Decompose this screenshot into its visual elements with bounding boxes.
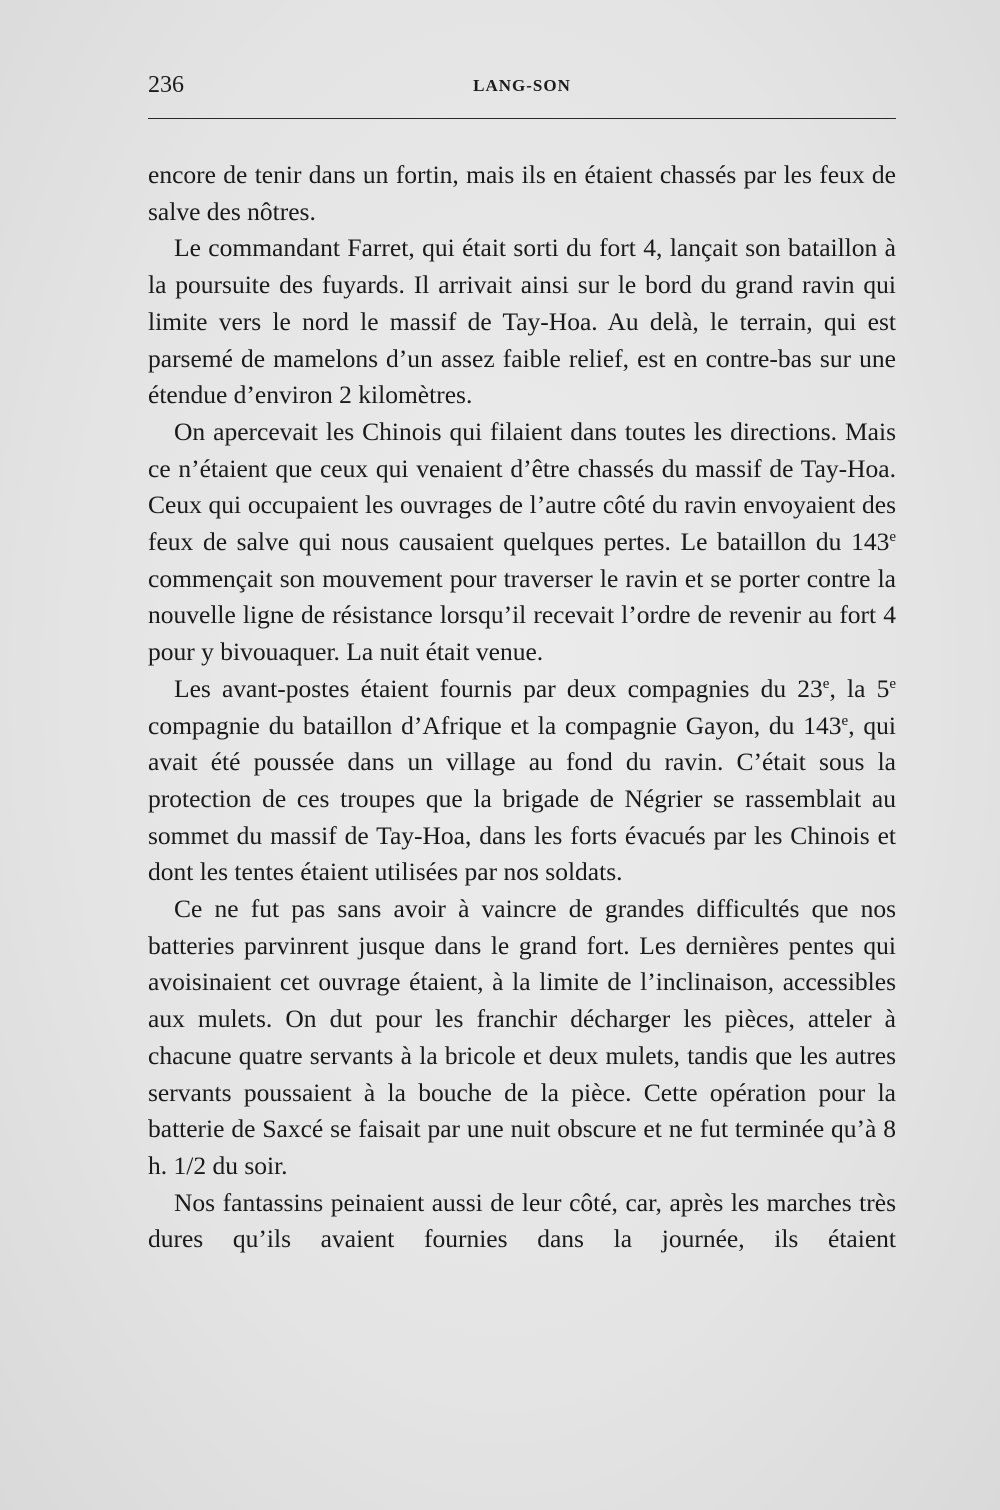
page-number: 236 — [148, 72, 184, 98]
superscript: e — [841, 712, 849, 729]
superscript: e — [889, 675, 896, 692]
paragraph: On apercevait les Chinois qui filaient dans toutes les directions. Mais ce n’étaient que ceux qui venaient d’être chassés du massif de Tay-Hoa. Ceux qui occupaient les ouvrages de l’autre côté du ravin envoyaient des feux de salve qui nous causaient quelques pertes. Le bataillon du 143e commençait son mouvement pour traverser le ravin et se porter contre la nouvelle ligne de résistance lorsqu’il recevait l’ordre de revenir au fort 4 pour y bivouaquer. La nuit était venue. — [148, 416, 896, 667]
paragraph: Ce ne fut pas sans avoir à vaincre de grandes difficultés que nos batteries parvinrent jusque dans le grand fort. Les dernières pentes qui avoisinaient cet ouvrage étaient, à la limite de l’inclinaison, accessibles aux mulets. On dut pour les franchir décharger les pièces, atteler à chacune quatre servants à la bricole et deux mulets, tandis que les autres servants poussaient à la bouche de la pièce. Cette opération pour la batterie de Saxcé se faisait par une nuit obscure et ne fut terminée qu’à 8 h. 1/2 du soir. — [148, 894, 896, 1180]
paragraph: encore de tenir dans un fortin, mais ils en étaient chassés par les feux de salve des nôtres. — [148, 160, 896, 226]
page-header — [148, 72, 896, 104]
paragraph: Le commandant Farret, qui était sorti du fort 4, lançait son bataillon à la poursuite des fuyards. Il arrivait ainsi sur le bord du grand ravin qui limite vers le nord le massif de Tay-Hoa. Au delà, le terrain, qui est parsemé de mamelons d’un assez faible relief, est en contre-bas sur une étendue d’environ 2 kilomètres. — [148, 233, 896, 410]
paragraph: Nos fantassins peinaient aussi de leur côté, car, après les marches très dures qu’ils avaient fournies dans la journée, ils étaient — [148, 1187, 896, 1254]
header-rule — [148, 118, 896, 119]
paragraph: Les avant-postes étaient fournis par deux compagnies du 23e, la 5e compagnie du bataillon d’Afrique et la compagnie Gayon, du 143e, qui avait été poussée dans un village au fond du ravin. C’était sous la protection de ces troupes que la brigade de Négrier se rassemblait au sommet du massif de Tay-Hoa, dans les forts évacués par les Chinois et dont les tentes étaient utilisées par nos soldats. — [148, 673, 896, 887]
body-text — [148, 157, 896, 1258]
running-head: LANG-SON — [473, 76, 571, 95]
superscript: e — [889, 529, 896, 546]
superscript: e — [822, 675, 830, 692]
